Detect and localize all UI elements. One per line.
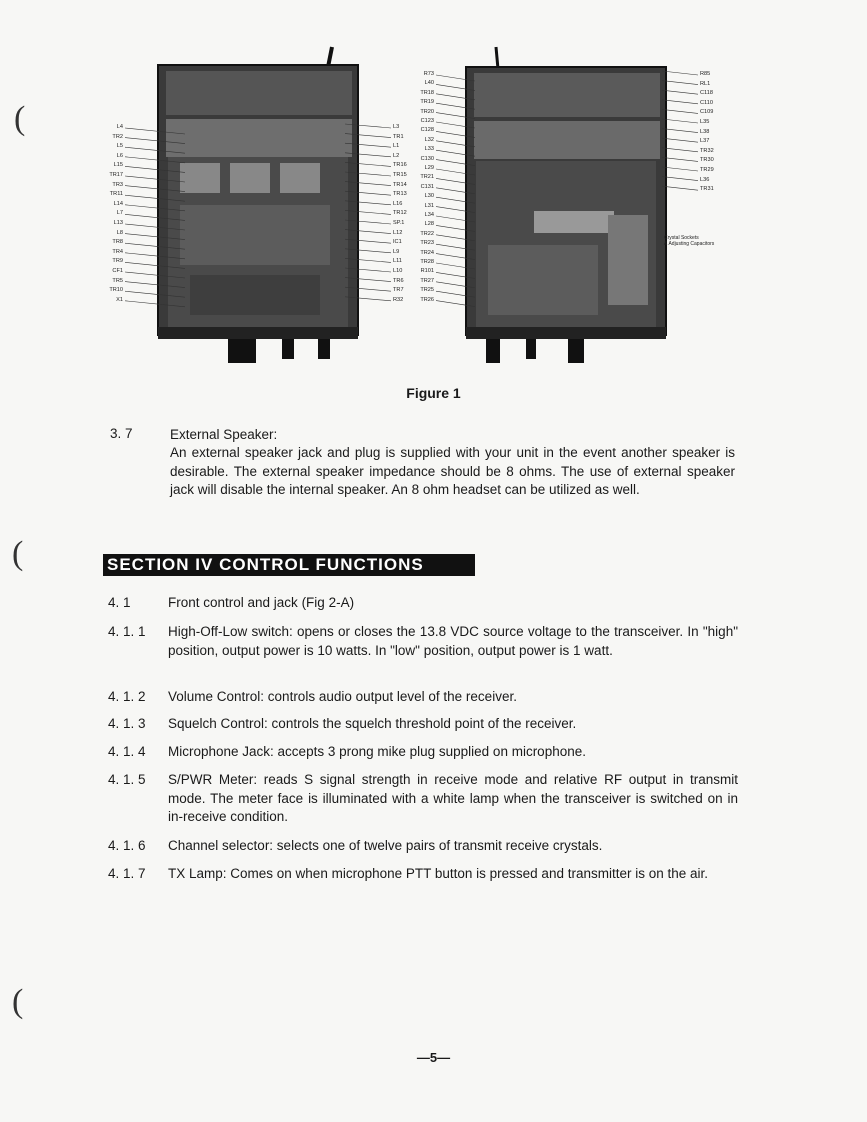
item-text: Microphone Jack: accepts 3 prong mike plug supplied on microphone.	[168, 744, 586, 759]
figure-label: X1	[116, 296, 123, 303]
figure-label: TR16	[393, 162, 407, 169]
figure-label: L9	[393, 248, 400, 255]
figure-label: TR9	[112, 258, 123, 265]
figure-label: TR26	[420, 296, 434, 303]
leader-line	[662, 109, 698, 113]
figure-label: TR19	[420, 99, 434, 106]
leader-line	[125, 301, 185, 307]
item-number: 4. 1	[108, 595, 131, 610]
figure-label: L33	[424, 146, 434, 153]
figure-label: TR23	[420, 240, 434, 247]
figure-label: TR3	[112, 181, 123, 188]
leader-line	[125, 157, 185, 163]
section-number: 3. 7	[110, 426, 133, 441]
figure-label: C118	[700, 90, 713, 97]
leader-line	[345, 268, 391, 272]
figure-label: L5	[116, 143, 123, 150]
figure-label: L8	[116, 229, 123, 236]
figure-label: L30	[424, 193, 434, 200]
figure-label: TR28	[420, 259, 434, 265]
leader-line	[345, 297, 391, 301]
list-item	[108, 594, 738, 613]
figure-label: TR17	[109, 172, 123, 178]
figure-label: TR24	[420, 249, 434, 256]
leader-line	[662, 167, 698, 171]
figure-label: TR20	[420, 108, 434, 115]
figure-label: L32	[424, 136, 434, 143]
crystal-note-2: & Adjusting Capacitors	[664, 241, 715, 247]
figure-label: TR5	[112, 277, 123, 284]
leader-line	[125, 186, 185, 192]
figure-label: IC1	[393, 239, 402, 246]
leader-line	[125, 195, 185, 201]
section-heading: External Speaker:	[170, 427, 278, 442]
leader-line	[345, 258, 391, 262]
figure-label: TR6	[393, 277, 404, 284]
figure-label: CF1	[112, 268, 123, 274]
figure-label: L15	[113, 162, 123, 169]
leader-line	[436, 235, 475, 241]
leader-line	[436, 103, 475, 109]
figure-label: TR11	[109, 191, 123, 198]
figure-label: C131	[420, 183, 434, 190]
list-item	[108, 743, 738, 762]
figure-label: TR25	[420, 287, 434, 294]
item-number: 4. 1. 5	[108, 772, 146, 787]
item-number: 4. 1. 1	[108, 624, 146, 639]
leader-line	[662, 157, 698, 161]
figure-label: TR30	[700, 157, 714, 164]
item-text: Front control and jack (Fig 2-A)	[168, 595, 355, 610]
figure-label: TR18	[420, 89, 434, 96]
leader-line	[436, 169, 475, 175]
figure-label: L29	[424, 165, 434, 171]
leader-line	[125, 214, 185, 220]
leader-line	[662, 90, 698, 94]
crystal-note: Crystal Sockets	[664, 235, 699, 241]
leader-line	[125, 205, 185, 211]
list-item	[108, 837, 738, 856]
figure-label: L38	[700, 128, 710, 135]
leader-line	[662, 186, 698, 190]
figure-label: C130	[420, 155, 434, 162]
section-title: SECTION IV CONTROL FUNCTIONS	[103, 554, 475, 576]
figure-label: L11	[393, 258, 402, 265]
leader-line	[125, 282, 185, 288]
leader-line	[345, 153, 391, 157]
leader-line	[436, 75, 475, 81]
leader-line	[662, 138, 698, 142]
list-item	[108, 623, 738, 660]
leader-line	[436, 207, 475, 213]
figure-label: TR13	[393, 191, 407, 198]
figure-label: TR29	[700, 167, 714, 173]
item-text: Channel selector: selects one of twelve pairs of transmit receive crystals.	[168, 838, 603, 853]
figure-label: L7	[116, 210, 123, 217]
figure-label: L34	[424, 212, 434, 218]
figure-label: C123	[420, 118, 434, 124]
section-body: An external speaker jack and plug is supplied with your unit in the event another speaker is desirable. The external speaker impedance should be 8 ohms. The use of external speaker jack will disable the internal speaker. An 8 ohm headset can be utilized as well.	[170, 445, 735, 497]
figure-label: R101	[420, 268, 434, 275]
figure-label: RL1	[700, 80, 711, 87]
leader-line	[345, 124, 391, 128]
leader-line	[662, 177, 698, 181]
figure-label: L10	[393, 268, 403, 274]
leader-line	[662, 81, 698, 85]
figure-label: L12	[393, 229, 403, 236]
figure-label: L4	[116, 124, 123, 130]
item-number: 4. 1. 7	[108, 866, 146, 881]
leader-line	[125, 272, 185, 278]
item-number: 4. 1. 3	[108, 716, 146, 731]
leader-line	[436, 160, 475, 166]
item-text: Volume Control: controls audio output level of the receiver.	[168, 689, 517, 704]
leader-line	[345, 287, 391, 291]
figure-label: L13	[113, 220, 123, 226]
figure-label: TR22	[420, 230, 434, 237]
leader-line	[436, 301, 475, 307]
leader-line	[436, 282, 475, 288]
leader-line	[125, 128, 185, 134]
figure-label: L40	[424, 80, 434, 87]
leader-line	[125, 176, 185, 182]
leader-line	[345, 172, 391, 176]
leader-line	[436, 254, 475, 260]
leader-line	[125, 262, 185, 268]
leader-line	[345, 162, 391, 166]
leader-line	[125, 243, 185, 249]
figure-label: L35	[700, 119, 710, 125]
leader-line	[662, 71, 698, 75]
list-item	[108, 865, 738, 884]
figure-label: TR8	[112, 239, 123, 246]
figure-label: TR4	[112, 248, 123, 255]
leader-line	[436, 84, 475, 90]
figure-label: R73	[423, 71, 434, 77]
leader-line	[345, 134, 391, 138]
figure-label: TR15	[393, 172, 407, 178]
item-text: High-Off-Low switch: opens or closes the 13.8 VDC source voltage to the transceiver. In "high" position, output power is 10 watts. In "low" position, output power is 1 watt.	[168, 624, 738, 658]
figure-label: TR12	[393, 210, 407, 217]
figure-label: TR1	[393, 133, 404, 140]
margin-mark: (	[12, 983, 24, 1020]
leader-line	[662, 148, 698, 152]
figure-caption: Figure 1	[406, 385, 461, 401]
leader-line	[345, 182, 391, 186]
leader-line	[345, 239, 391, 243]
leader-line	[436, 94, 475, 100]
figure-label: TR21	[420, 174, 434, 181]
leader-line	[436, 178, 475, 184]
leader-line	[662, 119, 698, 123]
figure-label: R85	[700, 71, 711, 77]
leader-line	[345, 191, 391, 195]
leader-line	[436, 113, 475, 119]
leader-line	[436, 216, 475, 222]
figure-label: R32	[393, 296, 404, 303]
figure-label: L36	[700, 176, 710, 183]
list-item	[108, 688, 738, 707]
item-text: TX Lamp: Comes on when microphone PTT button is pressed and transmitter is on the air.	[168, 866, 709, 881]
margin-mark: (	[12, 535, 24, 572]
figure-label: TR14	[393, 181, 407, 188]
leader-line	[345, 230, 391, 234]
figure-label: L31	[424, 202, 434, 209]
page-number: —5—	[416, 1050, 451, 1065]
leader-line	[436, 197, 475, 203]
leader-line	[436, 188, 475, 194]
leader-line	[345, 249, 391, 253]
leader-line	[125, 253, 185, 259]
figure-label: TR31	[700, 186, 714, 193]
item-number: 4. 1. 6	[108, 838, 146, 853]
leader-line	[662, 129, 698, 133]
figure-label: L14	[113, 200, 123, 207]
leader-line	[436, 272, 475, 278]
list-item	[108, 771, 738, 827]
leader-line	[125, 291, 185, 297]
leader-line	[345, 220, 391, 224]
leader-line	[125, 234, 185, 240]
leader-line	[345, 143, 391, 147]
leader-line	[125, 147, 185, 153]
leader-line	[436, 225, 475, 231]
leader-line	[436, 131, 475, 137]
leader-line	[436, 150, 475, 156]
list-item	[108, 715, 738, 734]
figure-label: TR7	[393, 287, 404, 294]
item-text: Squelch Control: controls the squelch threshold point of the receiver.	[168, 716, 577, 731]
leader-line	[662, 100, 698, 104]
figure-label: SP.1	[393, 220, 405, 226]
leader-line	[345, 278, 391, 282]
item-number: 4. 1. 2	[108, 689, 146, 704]
figure-label: L3	[393, 124, 400, 130]
leader-line	[436, 141, 475, 147]
figure-label: L6	[116, 152, 123, 159]
margin-mark: (	[14, 100, 26, 137]
leader-line	[436, 263, 475, 269]
figure-label: C109	[700, 109, 714, 116]
figure-label: C110	[700, 99, 713, 106]
leader-line	[125, 166, 185, 172]
figure-label: L1	[393, 143, 400, 150]
figure-label: L16	[393, 200, 403, 207]
leader-line	[125, 138, 185, 144]
figure-label: TR27	[420, 277, 434, 284]
figure-label: L28	[424, 221, 434, 228]
leader-line	[436, 122, 475, 128]
leader-line	[345, 210, 391, 214]
figure-label: TR32	[700, 147, 714, 154]
item-number: 4. 1. 4	[108, 744, 146, 759]
figure-label: TR2	[112, 133, 123, 140]
figure-label: L2	[393, 152, 400, 159]
figure-label: TR10	[109, 287, 123, 294]
leader-line	[436, 244, 475, 250]
leader-line	[345, 201, 391, 205]
item-text: S/PWR Meter: reads S signal strength in receive mode and relative RF output in transmit mode. The meter face is illuminated with a white lamp when the transceiver is switched on in in-receive condition.	[168, 772, 738, 824]
leader-line	[436, 291, 475, 297]
figure-label: L37	[700, 138, 710, 145]
leader-line	[125, 224, 185, 230]
figure-label: C128	[420, 127, 434, 134]
